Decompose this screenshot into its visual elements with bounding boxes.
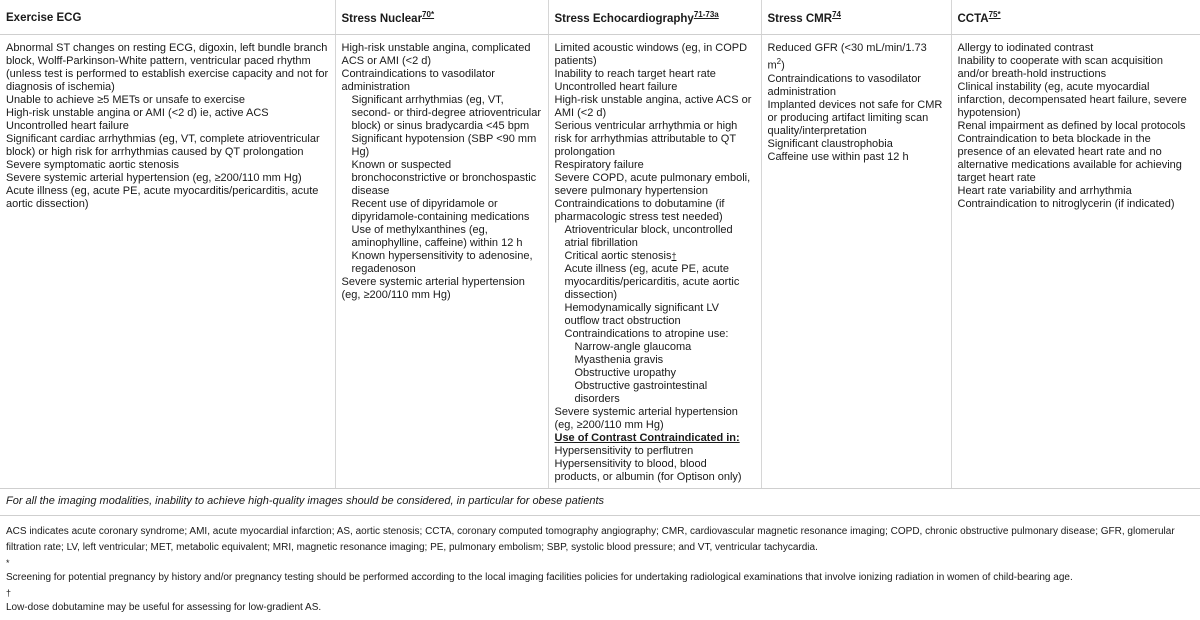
list-item: Narrow-angle glaucoma [574,341,692,353]
asterisk-note: Screening for potential pregnancy by history and/or pregnancy testing should be performed according to the local imaging facilities policies for undertaking radiological examinations that involve ionizing radiation in women of child-bearing age. [6,572,1073,583]
list-item: Acute illness (eg, acute PE, acute myocarditis/pericarditis, acute aortic dissection) [6,185,319,210]
list-item: Allergy to iodinated contrast [957,42,1094,54]
dagger-symbol: † [6,588,12,598]
list-item: Hypersensitivity to blood, blood products, or albumin (for Optison only) [554,458,742,483]
list-item: Renal impairment as defined by local protocols [957,120,1186,132]
list-item: Obstructive gastrointestinal disorders [574,380,708,405]
list-item: Hemodynamically significant LV outflow tract obstruction [564,302,719,327]
list-item: Respiratory failure [554,159,644,171]
cell-stress-nuclear [335,35,548,489]
abbreviations-text: ACS indicates acute coronary syndrome; AMI, acute myocardial infarction; AS, aortic stenosis; CCTA, coronary computed tomography angiography; CMR, cardiovascular magnetic resonance imaging; COPD, chronic obstructive pulmonary disease; GFR, glomerular filtration rate; LV, left ventricular; MET, metabolic equivalent; MRI, magnetic resonance imaging; PE, pulmonary embolism; SBP, systolic blood pressure; and VT, ventricular tachycardia. [6,526,1175,553]
list-item: Contraindications to atropine use: [564,328,729,340]
ref-link[interactable]: 75 [988,10,998,20]
ref-link[interactable]: 70 [422,10,431,20]
list-item: Critical aortic stenosis† [564,250,677,262]
header-ccta: $CCTA^{75*}$ [951,0,1200,35]
list-item: Unable to achieve ≥5 METs or unsafe to exercise [6,94,245,106]
list-item: Recent use of dipyridamole or dipyridamole-containing medications [351,198,530,223]
list-item: Significant arrhythmias (eg, VT, second- or third-degree atrioventricular block) or sinus bradycardia <45 bpm [351,94,542,132]
list-item: Contraindication to nitroglycerin (if indicated) [957,198,1175,210]
list-item: Significant hypotension (SBP <90 mm Hg) [351,133,537,158]
list-item: Limited acoustic windows (eg, in COPD patients) [554,42,748,67]
list-item: Hypersensitivity to perflutren [554,445,694,457]
list-item: Clinical instability (eg, acute myocardial infarction, decompensated heart failure, severe hypotension) [957,81,1187,119]
header-exercise-ecg: Exercise ECG [0,0,335,35]
list-item: Abnormal ST changes on resting ECG, digoxin, left bundle branch block, Wolff-Parkinson-White pattern, ventricular paced rhythm (unless test is performed to establish exercise capacity and not for diagnosis of ischemia) [6,42,329,93]
list-item: Acute illness (eg, acute PE, acute myocarditis/pericarditis, acute aortic dissection) [564,263,740,301]
list-item: Severe systemic arterial hypertension (eg, ≥200/110 mm Hg) [6,172,302,184]
ref-link[interactable]: 71-73a [693,10,719,20]
ref-link[interactable]: 74 [832,10,841,20]
asterisk-symbol: * [6,558,10,568]
list-item: Severe systemic arterial hypertension (eg, ≥200/110 mm Hg) [554,406,738,431]
list-item: High-risk unstable angina, complicated ACS or AMI (<2 d) [341,42,531,67]
list-item: Contraindications to vasodilator administration [767,72,921,98]
list-item: Caffeine use within past 12 h [767,150,909,163]
list-item: Contraindications to dobutamine (if pharmacologic stress test needed) [554,198,725,223]
cell-stress-echo [548,35,761,489]
list-item: Implanted devices not safe for CMR or producing artifact limiting scan quality/interpretation [767,98,943,137]
list-item: Severe COPD, acute pulmonary emboli, severe pulmonary hypertension [554,172,751,197]
content-row [0,35,1200,489]
footnote-link[interactable]: † [671,251,677,261]
list-item: Serious ventricular arrhythmia or high risk for arrhythmias attributable to QT prolongation [554,120,738,158]
header-stress-echo: Stress Echocardiography$^{71-73a}$ [548,0,761,35]
list-item: High-risk unstable angina or AMI (<2 d) ie, active ACS [6,107,269,119]
list-item: Significant claustrophobia [767,137,893,150]
list-item: Atrioventricular block, uncontrolled atrial fibrillation [564,224,733,249]
cell-exercise-ecg [0,35,335,489]
list-item: Uncontrolled heart failure [554,81,678,93]
list-item: Contraindication to beta blockade in the presence of an elevated heart rate and no alternative medications available for achieving target heart rate [957,133,1182,184]
cell-stress-cmr [761,35,951,489]
header-stress-nuclear: Stress Nuclear$^{70*}$ [335,0,548,35]
list-item: High-risk unstable angina, active ACS or AMI (<2 d) [554,94,752,119]
list-item: Obstructive uropathy [574,367,676,379]
list-item: Significant cardiac arrhythmias (eg, VT, complete atrioventricular block) or high risk for arrhythmias caused by QT prolongation [6,133,320,158]
table-footer [0,516,1200,616]
header-row [0,0,1200,35]
list-item: Uncontrolled heart failure [6,120,129,132]
footnote-link[interactable]: * [430,10,435,20]
table-note: For all the imaging modalities, inability to achieve high-quality images should be considered, in particular for obese patients [0,488,1200,516]
list-item: Use of methylxanthines (eg, aminophylline, caffeine) within 12 h [351,224,523,249]
contrast-heading: Use of Contrast Contraindicated in: [554,432,740,444]
footnote-link[interactable]: * [997,10,1001,20]
list-item: Known hypersensitivity to adenosine, regadenoson [351,250,533,275]
list-item: Inability to cooperate with scan acquisition and/or breath-hold instructions [957,55,1163,80]
list-item: Contraindications to vasodilator administration [341,68,495,93]
cell-ccta [951,35,1200,489]
header-stress-cmr: Stress CMR$^{74}$ [761,0,951,35]
dagger-note: Low-dose dobutamine may be useful for assessing for low-gradient AS. [6,602,322,613]
list-item: Heart rate variability and arrhythmia [957,185,1132,197]
list-item: Inability to reach target heart rate [554,68,716,80]
list-item: Myasthenia gravis [574,354,664,366]
list-item: Reduced GFR (<30 mL/min/1.73 $m^2$) [767,42,927,72]
list-item: Known or suspected bronchoconstrictive or bronchospastic disease [351,159,537,197]
list-item: Severe systemic arterial hypertension (eg, ≥200/110 mm Hg) [341,276,525,301]
list-item: Severe symptomatic aortic stenosis [6,159,180,171]
